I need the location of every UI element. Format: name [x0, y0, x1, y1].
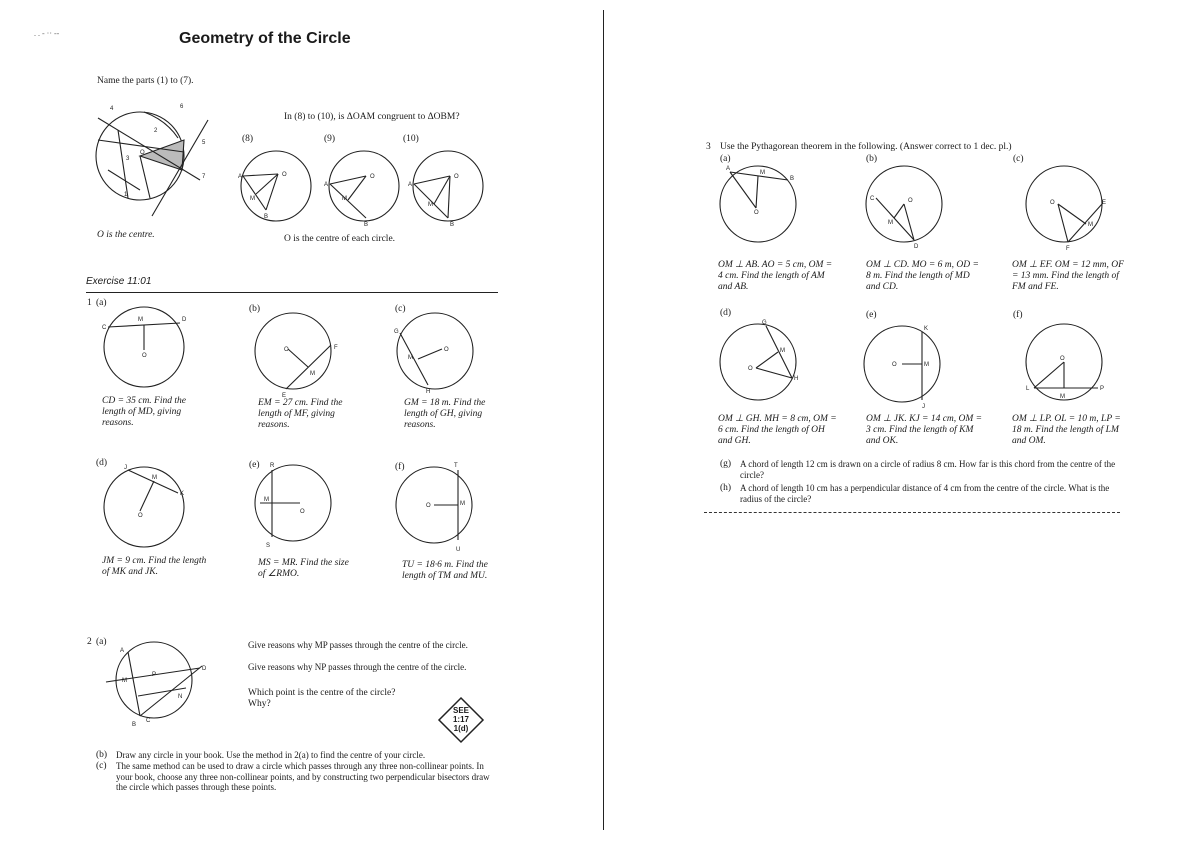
svg-text:O: O: [908, 198, 913, 204]
svg-text:O: O: [138, 513, 143, 519]
q1b-text: EM = 27 cm. Find the length of MF, giving reasons.: [258, 398, 343, 430]
part-label-7: 7: [202, 174, 206, 180]
fig-label-9: (9): [324, 134, 336, 144]
q2b-label: (b): [96, 750, 108, 760]
q2-line-3: Which point is the centre of the circle?: [248, 688, 396, 698]
q2c-text: The same method can be used to draw a circle which passes through any three non-collinear points. In your book, choose any three non-collinear points, and by constructing two perpendicular bisectors draw the circle which passes through these points.: [116, 761, 490, 792]
q1a-text: CD = 35 cm. Find the length of MD, giving reasons.: [102, 396, 186, 428]
q3d-text: OM ⊥ GH. MH = 8 cm, OM = 6 cm. Find the length of OH and GH.: [718, 414, 837, 446]
svg-text:G: G: [762, 320, 767, 326]
svg-text:M: M: [122, 678, 127, 684]
svg-text:C: C: [870, 196, 875, 202]
circle-parts-diagram: [88, 100, 218, 220]
q3-number: 3: [706, 142, 711, 152]
exercise-heading: Exercise 11:01: [86, 276, 152, 287]
svg-text:M: M: [888, 220, 893, 226]
svg-text:A: A: [324, 182, 329, 188]
q2-line-4: Why?: [248, 699, 271, 709]
part-label-2: 2: [154, 128, 158, 134]
svg-text:M: M: [264, 497, 269, 503]
q3-row1-figures: [718, 162, 1118, 252]
q1-number: 1: [87, 298, 92, 308]
q2b-text: Draw any circle in your book. Use the method in 2(a) to find the centre of your circle.: [116, 750, 426, 760]
svg-text:N: N: [178, 694, 183, 700]
svg-text:M: M: [924, 362, 929, 368]
page-title: Geometry of the Circle: [179, 30, 351, 47]
svg-text:H: H: [426, 389, 431, 395]
q1e-text: MS = MR. Find the size of ∠RMO.: [258, 558, 349, 579]
svg-text:M: M: [250, 196, 255, 202]
q3b-text: OM ⊥ CD. MO = 6 m, OD = 8 m. Find the length of MD and CD.: [866, 260, 979, 292]
q1f-text: TU = 18·6 m. Find the length of TM and MU.: [402, 560, 488, 581]
svg-text:O: O: [754, 210, 759, 216]
q2c-label: (c): [96, 761, 107, 771]
q3b-label: (b): [866, 154, 878, 164]
svg-text:M: M: [428, 202, 433, 208]
q1d-text: JM = 9 cm. Find the length of MK and JK.: [102, 556, 207, 577]
q2a-label: (a): [96, 637, 107, 647]
svg-text:O: O: [748, 366, 753, 372]
q2-line-2: Give reasons why NP passes through the centre of the circle.: [248, 662, 467, 672]
svg-text:J: J: [922, 404, 925, 410]
svg-text:B: B: [790, 176, 795, 182]
svg-text:P: P: [1100, 386, 1105, 392]
svg-text:K: K: [180, 491, 185, 497]
see-badge-text: SEE 1:17 1(d): [452, 706, 469, 733]
svg-text:C: C: [102, 325, 107, 331]
svg-text:C: C: [146, 718, 151, 724]
q3-instruction: Use the Pythagorean theorem in the following. (Answer correct to 1 dec. pl.): [720, 142, 1012, 152]
q3d-label: (d): [720, 308, 732, 318]
svg-text:O: O: [282, 172, 287, 178]
part-label-6: 6: [180, 104, 184, 110]
svg-text:B: B: [132, 722, 137, 728]
q3c-label: (c): [1013, 154, 1024, 164]
svg-text:A: A: [408, 182, 413, 188]
right-page-rule: [704, 512, 1120, 513]
svg-text:M: M: [780, 348, 785, 354]
svg-text:T: T: [454, 463, 458, 469]
svg-text:M: M: [310, 371, 315, 377]
q3-row2-figures: [716, 318, 1116, 408]
part-label-1: 1: [124, 192, 128, 198]
svg-text:B: B: [450, 222, 455, 228]
q3f-text: OM ⊥ LP. OL = 10 m, LP = 18 m. Find the length of LM and OM.: [1012, 414, 1121, 446]
svg-text:M: M: [460, 501, 465, 507]
svg-text:S: S: [266, 543, 271, 549]
svg-text:A: A: [120, 648, 125, 654]
q3a-text: OM ⊥ AB. AO = 5 cm, OM = 4 cm. Find the length of AM and AB.: [718, 260, 833, 292]
q2-number: 2: [87, 637, 92, 647]
svg-text:U: U: [456, 547, 461, 553]
page-fold: [603, 10, 604, 830]
q1d-label: (d): [96, 458, 108, 468]
svg-text:O: O: [892, 362, 897, 368]
q1-row1-figures: [100, 305, 480, 399]
svg-text:J: J: [124, 465, 127, 471]
svg-text:M: M: [1060, 394, 1065, 400]
fig-label-10: (10): [403, 134, 419, 144]
svg-text:M: M: [152, 475, 157, 481]
svg-text:A: A: [238, 174, 243, 180]
q1b-label: (b): [249, 304, 261, 314]
q3e-label: (e): [866, 310, 877, 320]
svg-text:D: D: [182, 317, 187, 323]
svg-text:M: M: [408, 355, 413, 361]
svg-text:M: M: [138, 317, 143, 323]
q3c-text: OM ⊥ EF. OM = 12 mm, OF = 13 mm. Find the length of FM and FE.: [1012, 260, 1124, 292]
congruence-caption: O is the centre of each circle.: [284, 234, 396, 244]
q3a-label: (a): [720, 154, 731, 164]
q1f-label: (f): [395, 462, 405, 472]
part-label-4: 4: [110, 106, 114, 112]
q2-line-1: Give reasons why MP passes through the centre of the circle.: [248, 640, 468, 650]
intro-text: Name the parts (1) to (7).: [97, 76, 194, 86]
q1c-label: (c): [395, 304, 406, 314]
centre-label-o: O: [140, 150, 145, 156]
svg-text:M: M: [342, 196, 347, 202]
q3e-text: OM ⊥ JK. KJ = 14 cm, OM = 3 cm. Find the length of KM and OK.: [866, 414, 983, 446]
svg-text:D: D: [914, 244, 919, 250]
svg-text:P: P: [152, 672, 157, 678]
corner-mark: . . - ·· --: [34, 29, 60, 38]
q3h-label: (h): [720, 483, 732, 493]
q2a-figure: [96, 636, 216, 728]
q1c-text: GM = 18 m. Find the length of GH, giving reasons.: [404, 398, 486, 430]
svg-text:E: E: [1102, 200, 1107, 206]
svg-text:K: K: [924, 326, 929, 332]
svg-text:M: M: [760, 170, 765, 176]
svg-text:O: O: [142, 353, 147, 359]
svg-text:H: H: [794, 376, 799, 382]
congruence-figures: [238, 144, 498, 234]
svg-text:A: A: [726, 166, 731, 172]
q1-row2-figures: [100, 465, 480, 555]
svg-text:B: B: [264, 214, 269, 220]
q3g-label: (g): [720, 459, 732, 469]
part-label-5: 5: [202, 140, 206, 146]
svg-text:R: R: [270, 463, 275, 469]
part-label-3: 3: [126, 156, 130, 162]
svg-text:F: F: [1066, 246, 1070, 252]
svg-text:F: F: [334, 345, 338, 351]
svg-text:O: O: [1050, 200, 1055, 206]
svg-text:O: O: [444, 347, 449, 353]
svg-text:G: G: [394, 329, 399, 335]
svg-text:O: O: [284, 347, 289, 353]
q3f-label: (f): [1013, 310, 1023, 320]
svg-text:B: B: [364, 222, 369, 228]
q1e-label: (e): [249, 460, 260, 470]
q1a-label: (a): [96, 298, 107, 308]
svg-text:O: O: [426, 503, 431, 509]
svg-text:L: L: [1026, 386, 1030, 392]
exercise-rule: [86, 292, 498, 293]
svg-text:O: O: [1060, 356, 1065, 362]
congruence-question: In (8) to (10), is ΔOAM congruent to ΔOBM?: [284, 112, 460, 122]
svg-text:O: O: [300, 509, 305, 515]
svg-text:O: O: [454, 174, 459, 180]
svg-text:O: O: [370, 174, 375, 180]
q3h-text: A chord of length 10 cm has a perpendicular distance of 4 cm from the centre of the circle. What is the radius of the circle?: [740, 483, 1110, 504]
q3g-text: A chord of length 12 cm is drawn on a circle of radius 8 cm. How far is this chord from the centre of the circle?: [740, 459, 1116, 480]
svg-text:D: D: [202, 666, 207, 672]
svg-text:M: M: [1088, 222, 1093, 228]
svg-text:E: E: [282, 393, 287, 399]
intro-caption: O is the centre.: [97, 230, 155, 240]
fig-label-8: (8): [242, 134, 254, 144]
